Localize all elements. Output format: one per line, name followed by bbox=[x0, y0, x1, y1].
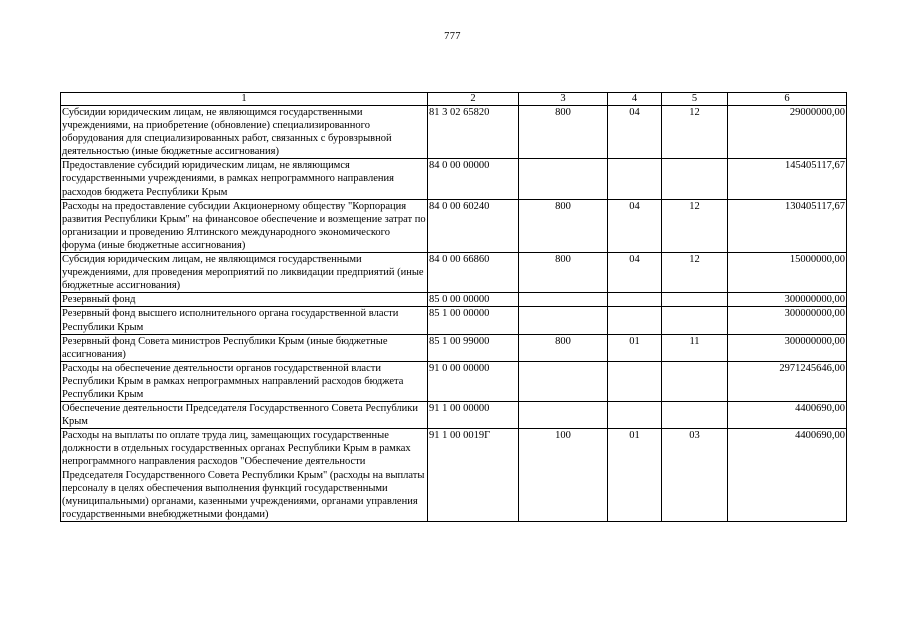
row-expense-type: 800 bbox=[519, 334, 608, 361]
table-row bbox=[61, 106, 847, 159]
row-subsection: 03 bbox=[662, 429, 728, 522]
row-amount: 29000000,00 bbox=[728, 106, 847, 159]
row-section bbox=[608, 307, 662, 334]
row-expense-type bbox=[519, 361, 608, 401]
row-subsection bbox=[662, 159, 728, 199]
row-target-code: 91 1 00 0019Г bbox=[428, 429, 519, 522]
header-cell-5: 5 bbox=[662, 93, 728, 106]
row-target-code: 84 0 00 60240 bbox=[428, 199, 519, 252]
row-section: 01 bbox=[608, 429, 662, 522]
table-row bbox=[61, 293, 847, 307]
row-name: Субсидии юридическим лицам, не являющимся государственными учреждениями, на приобретение (обновление) специализированного оборудования для специализированных работ, связанных с буровзрывной деятельностью (иные бюджетные ассигнования) bbox=[61, 106, 428, 159]
header-cell-4: 4 bbox=[608, 93, 662, 106]
row-name: Расходы на обеспечение деятельности органов государственной власти Республики Крым в рамках непрограммных направлений расходов бюджета Республики Крым bbox=[61, 361, 428, 401]
row-target-code: 85 1 00 00000 bbox=[428, 307, 519, 334]
row-section: 04 bbox=[608, 253, 662, 293]
row-target-code: 81 3 02 65820 bbox=[428, 106, 519, 159]
table-row bbox=[61, 307, 847, 334]
row-amount: 300000000,00 bbox=[728, 307, 847, 334]
row-name: Расходы на выплаты по оплате труда лиц, замещающих государственные должности в отдельных государственных органах Республики Крым в рамках непрограммного направления расходов "Обеспечение деятельности Председателя Государственного Совета Республики Крым" (расходы на выплаты персоналу в целях обеспечения выполнения функций государственными (муниципальными) органами, казенными учреждениями, органами управления государственными внебюджетными фондами) bbox=[61, 429, 428, 522]
row-target-code: 84 0 00 66860 bbox=[428, 253, 519, 293]
row-subsection: 12 bbox=[662, 199, 728, 252]
row-expense-type bbox=[519, 307, 608, 334]
header-cell-3: 3 bbox=[519, 93, 608, 106]
row-subsection: 12 bbox=[662, 106, 728, 159]
row-expense-type: 800 bbox=[519, 253, 608, 293]
row-section: 04 bbox=[608, 106, 662, 159]
row-expense-type: 800 bbox=[519, 106, 608, 159]
row-amount: 15000000,00 bbox=[728, 253, 847, 293]
row-name: Резервный фонд Совета министров Республики Крым (иные бюджетные ассигнования) bbox=[61, 334, 428, 361]
table-row bbox=[61, 334, 847, 361]
row-expense-type bbox=[519, 159, 608, 199]
row-section bbox=[608, 361, 662, 401]
table-row bbox=[61, 253, 847, 293]
row-target-code: 84 0 00 00000 bbox=[428, 159, 519, 199]
row-subsection bbox=[662, 307, 728, 334]
row-amount: 2971245646,00 bbox=[728, 361, 847, 401]
row-name: Резервный фонд bbox=[61, 293, 428, 307]
row-amount: 4400690,00 bbox=[728, 402, 847, 429]
header-cell-2: 2 bbox=[428, 93, 519, 106]
budget-table bbox=[60, 92, 847, 522]
row-expense-type bbox=[519, 293, 608, 307]
row-subsection bbox=[662, 402, 728, 429]
row-section: 04 bbox=[608, 199, 662, 252]
row-name: Предоставление субсидий юридическим лицам, не являющимся государственными учреждениями, в рамках непрограммного направления расходов бюджета Республики Крым bbox=[61, 159, 428, 199]
table-row bbox=[61, 402, 847, 429]
table-row bbox=[61, 199, 847, 252]
page-number: 777 bbox=[444, 31, 461, 42]
row-target-code: 85 1 00 99000 bbox=[428, 334, 519, 361]
row-name: Расходы на предоставление субсидии Акционерному обществу "Корпорация развития Республики Крым" на финансовое обеспечение и возмещение затрат по организации и проведению Ялтинского международного экономического форума (иные бюджетные ассигнования) bbox=[62, 200, 426, 251]
row-section bbox=[608, 293, 662, 307]
row-target-code: 91 1 00 00000 bbox=[428, 402, 519, 429]
row-subsection: 12 bbox=[662, 253, 728, 293]
row-amount: 4400690,00 bbox=[728, 429, 847, 522]
table-row bbox=[61, 159, 847, 199]
row-expense-type: 800 bbox=[519, 199, 608, 252]
row-subsection bbox=[662, 293, 728, 307]
table-header-row bbox=[61, 93, 847, 106]
row-target-code: 85 0 00 00000 bbox=[428, 293, 519, 307]
row-name: Резервный фонд высшего исполнительного органа государственной власти Республики Крым bbox=[61, 307, 428, 334]
row-section bbox=[608, 159, 662, 199]
row-section bbox=[608, 402, 662, 429]
header-cell-1: 1 bbox=[61, 93, 428, 106]
row-amount: 130405117,67 bbox=[728, 199, 847, 252]
row-amount: 300000000,00 bbox=[728, 334, 847, 361]
row-section: 01 bbox=[608, 334, 662, 361]
row-amount: 145405117,67 bbox=[728, 159, 847, 199]
row-name: Субсидия юридическим лицам, не являющимся государственными учреждениями, для проведения мероприятий по ликвидации предприятий (иные бюджетные ассигнования) bbox=[61, 253, 428, 293]
row-expense-type: 100 bbox=[519, 429, 608, 522]
row-subsection bbox=[662, 361, 728, 401]
table-row bbox=[61, 361, 847, 401]
header-cell-6: 6 bbox=[728, 93, 847, 106]
row-expense-type bbox=[519, 402, 608, 429]
row-name: Обеспечение деятельности Председателя Государственного Совета Республики Крым bbox=[61, 402, 428, 429]
row-target-code: 91 0 00 00000 bbox=[428, 361, 519, 401]
table-row bbox=[61, 429, 847, 522]
row-amount: 300000000,00 bbox=[728, 293, 847, 307]
row-subsection: 11 bbox=[662, 334, 728, 361]
